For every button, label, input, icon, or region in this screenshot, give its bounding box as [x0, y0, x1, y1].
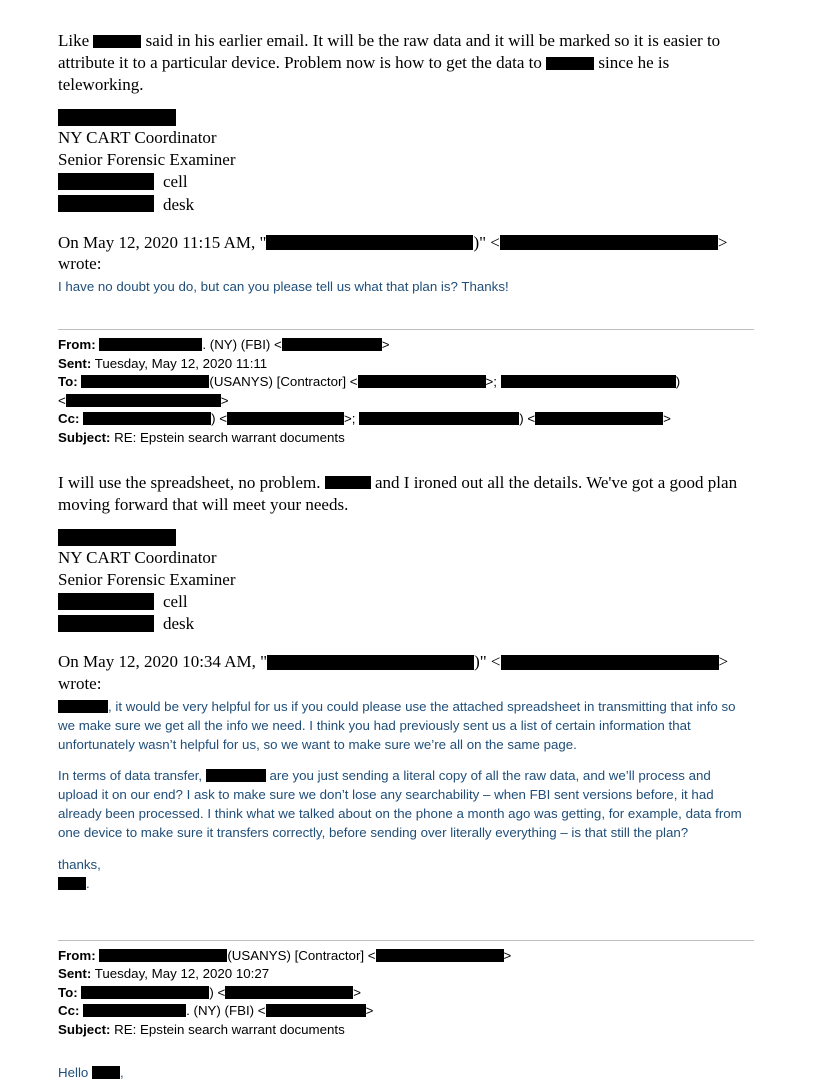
- from-row: [58, 336, 754, 355]
- message-2-body: [58, 472, 754, 516]
- to-mid: (USANYS) [Contractor] <: [209, 374, 358, 390]
- signature-2-phone-desk: [58, 613, 754, 635]
- email-header-2: [58, 947, 754, 1040]
- subject-label: Subject:: [58, 1022, 111, 1038]
- subject-row: [58, 429, 754, 448]
- redaction-bar: [325, 476, 371, 489]
- redaction-bar: [206, 769, 266, 782]
- signature-2-phone-cell: [58, 591, 754, 613]
- redaction-bar: [546, 57, 594, 70]
- quote-wrote-2: wrote:: [58, 674, 102, 693]
- from-end: >: [503, 947, 512, 963]
- from-label: From:: [58, 337, 96, 353]
- quote-header-2-before: On May 12, 2020 10:34 AM, ": [58, 652, 268, 672]
- from-label: From:: [58, 947, 96, 963]
- signature-block-2: [58, 530, 754, 635]
- top-message-text-1: Like: [58, 31, 90, 50]
- sent-row: [58, 355, 754, 374]
- quote-2-para-1-text: , it would be very helpful for us if you could please use the attached spreadsheet in transmitting that info so we make sure we get all the info we need. I think you had previously sent us a list of certain information that unfortunately wasn’t helpful for us, so we want to make sure we’re all on the same page.: [58, 698, 736, 752]
- quote-header-1-before: On May 12, 2020 11:15 AM, ": [58, 232, 267, 252]
- signature-phone-desk: [58, 194, 754, 216]
- redaction-bar: [81, 986, 209, 999]
- signature-block-1: [58, 110, 754, 215]
- from-suffix: . (NY) (FBI) <: [202, 337, 282, 353]
- redaction-bar: [358, 375, 486, 388]
- quote-body-2-para-2: [58, 767, 754, 843]
- quote-2-para-2-rest: are you just sending a literal copy of all the raw data, and we’ll process and upload it on our end? I ask to make sure we don’t lose any searchability – when FBI sent versions before, it had already been processed. I think what we talked about on the phone a month ago was getting, for example, data from one device to make sure it transfers correctly, before sending over literally everything – is that still the plan?: [58, 768, 742, 840]
- message-2-text-1: I will use the spreadsheet, no problem.: [58, 472, 321, 492]
- quote-body-2-signoff: [58, 875, 754, 894]
- sent-value: Tuesday, May 12, 2020 10:27: [94, 966, 270, 982]
- redaction-bar: [99, 338, 202, 351]
- cc-end: >: [365, 1003, 374, 1019]
- cc-row: [58, 410, 754, 429]
- redaction-bar: [58, 877, 86, 890]
- closing-punct: .: [86, 875, 90, 891]
- cc-part-2: >;: [344, 411, 356, 427]
- signature-2-title-2: Senior Forensic Examiner: [58, 569, 236, 589]
- redaction-bar: [282, 338, 382, 351]
- quote-header-2: [58, 651, 754, 673]
- redaction-bar: [66, 394, 221, 407]
- top-message-text-3: since he is teleworking.: [58, 53, 670, 95]
- redaction-bar: [535, 412, 663, 425]
- cc-part-3: ) <: [519, 411, 536, 427]
- redaction-bar: [93, 35, 141, 48]
- redaction-bar: [58, 700, 108, 713]
- quote-header-2-mid: )" <: [474, 652, 501, 672]
- redaction-bar: [266, 235, 473, 250]
- email-header-1: [58, 336, 754, 448]
- to-label: To:: [58, 374, 78, 390]
- cc-row: [58, 1002, 754, 1021]
- message-2-text-2: and I ironed out all the details. We've got a good plan moving forward that will meet your needs.: [58, 472, 738, 514]
- to-second-start: <: [58, 392, 66, 408]
- to-end: ): [675, 374, 681, 390]
- redaction-bar: [83, 1004, 186, 1017]
- quote-2-para-2-start: In terms of data transfer,: [58, 768, 203, 784]
- redaction-bar: [58, 195, 154, 212]
- cc-part-1: ) <: [211, 411, 228, 427]
- phone-label-cell: cell: [163, 172, 188, 192]
- redaction-bar: [58, 109, 176, 126]
- from-row: [58, 947, 754, 966]
- to-second-end: >: [220, 392, 229, 408]
- quote-header-1-mid: )" <: [473, 232, 500, 252]
- subject-value: RE: Epstein search warrant documents: [114, 430, 345, 446]
- to-end: >: [353, 984, 362, 1000]
- signature-2-title-1: NY CART Coordinator: [58, 547, 217, 567]
- redaction-bar: [81, 375, 209, 388]
- redaction-bar: [92, 1066, 120, 1079]
- phone-label-desk: desk: [163, 194, 195, 214]
- redaction-bar: [225, 986, 353, 999]
- to-row: [58, 984, 754, 1003]
- signature-title-1: NY CART Coordinator: [58, 128, 217, 148]
- to-semi: >;: [485, 374, 498, 390]
- quote-body-1: I have no doubt you do, but can you please tell us what that plan is? Thanks!: [58, 279, 509, 295]
- subject-label: Subject:: [58, 430, 111, 446]
- sent-row: [58, 965, 754, 984]
- greeting-end: ,: [120, 1064, 124, 1080]
- greeting-text: Hello: [58, 1064, 89, 1080]
- sent-value: Tuesday, May 12, 2020 11:11: [94, 355, 268, 371]
- to-mid: ) <: [209, 984, 226, 1000]
- redaction-bar: [267, 655, 474, 670]
- quote-header-1: [58, 232, 754, 254]
- quote-body-2-para-1: [58, 698, 754, 755]
- quote-body-2-closing: thanks,: [58, 856, 101, 872]
- redaction-bar: [376, 949, 504, 962]
- from-end: >: [381, 337, 390, 353]
- redaction-bar: [58, 529, 176, 546]
- message-3-greeting: [58, 1064, 754, 1083]
- redaction-bar: [500, 235, 718, 250]
- sent-label: Sent:: [58, 355, 92, 371]
- from-mid: (USANYS) [Contractor] <: [227, 947, 376, 963]
- quote-header-2-after: >: [718, 652, 729, 672]
- redaction-bar: [58, 593, 154, 610]
- to-row-continued: [58, 392, 754, 411]
- redaction-bar: [501, 375, 676, 388]
- redaction-bar: [58, 173, 154, 190]
- cc-mid: . (NY) (FBI) <: [186, 1003, 266, 1019]
- subject-value: RE: Epstein search warrant documents: [114, 1022, 345, 1038]
- redaction-bar: [58, 615, 154, 632]
- signature-title-2: Senior Forensic Examiner: [58, 150, 236, 170]
- cc-label: Cc:: [58, 1003, 80, 1019]
- redaction-bar: [501, 655, 719, 670]
- to-label: To:: [58, 984, 78, 1000]
- sent-label: Sent:: [58, 966, 92, 982]
- signature-phone-cell: [58, 171, 754, 193]
- top-message-body: [58, 30, 754, 96]
- quote-header-1-after: >: [717, 232, 728, 252]
- redaction-bar: [359, 412, 519, 425]
- redaction-bar: [83, 412, 211, 425]
- redaction-bar: [99, 949, 227, 962]
- redaction-bar: [266, 1004, 366, 1017]
- phone-label-desk: desk: [163, 614, 195, 634]
- cc-part-4: >: [663, 411, 671, 427]
- top-message-text-2: said in his earlier email. It will be the raw data and it will be marked so it is easier to attribute it to a particular device. Problem now is how to get the data to: [58, 31, 721, 73]
- quote-wrote-1: wrote:: [58, 254, 102, 274]
- to-row: [58, 373, 754, 392]
- cc-label: Cc:: [58, 411, 80, 427]
- redaction-bar: [227, 412, 344, 425]
- phone-label-cell: cell: [163, 592, 188, 612]
- subject-row: [58, 1021, 754, 1040]
